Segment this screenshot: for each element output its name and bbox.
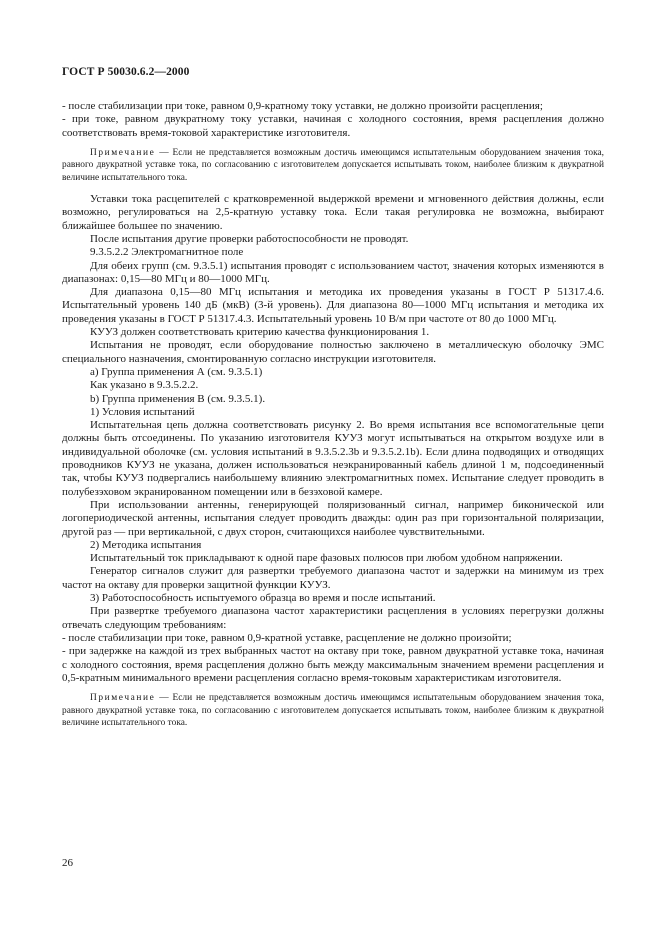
text-paragraph: - при токе, равном двукратному току уставки, начиная с холодного состояния, время расцепления должно соответствовать время-токовой характеристике изготовителя. xyxy=(62,113,604,139)
text-paragraph: Генератор сигналов служит для развертки требуемого диапазона частот и задержки на минимум из трех частот на октаву для проверки защитной функции КУУЗ. xyxy=(62,565,604,591)
note-paragraph xyxy=(62,147,604,184)
text-paragraph: 9.3.5.2.2 Электромагнитное поле xyxy=(90,246,244,259)
text-paragraph: 2) Методика испытания xyxy=(90,538,202,551)
text-paragraph: - при задержке на каждой из трех выбранных частот на октаву при токе, равном двукратной уставке тока, начиная с холодного состояния, время расцепления должно быть между максимальным значением времени расцепления и 0,5-кратным минимального времени расцепления согласно время-токовым характеристикам изготовителя. xyxy=(62,645,604,684)
text-paragraph: b) Группа применения В (см. 9.3.5.1). xyxy=(90,392,266,405)
note-text: — Если не представляется возможным достичь имеющимся испытательным оборудованием значения тока, равного двукратной уставке тока, по согласованию с изготовителем допускается испытывать током, наиболее близким к двукратной величине испытательного тока. xyxy=(62,693,604,728)
text-paragraph: 3) Работоспособность испытуемого образца во время и после испытаний. xyxy=(90,592,436,605)
text-paragraph: Для обеих групп (см. 9.3.5.1) испытания проводят с использованием частот, значения которых изменяются в диапазонах: 0,15—80 МГц и 80—1000 МГц. xyxy=(62,259,604,285)
text-paragraph: Уставки тока расцепителей с кратковременной выдержкой времени и мгновенного действия должны, если возможно, регулироваться на 2,5-кратную уставку тока. Если такая регулировка не возможна, выбирают ближайшее большее по значению. xyxy=(62,193,604,232)
document-header: ГОСТ Р 50030.6.2—2000 xyxy=(62,66,190,78)
text-paragraph: а) Группа применения А (см. 9.3.5.1) xyxy=(90,365,263,378)
text-paragraph: - после стабилизации при токе, равном 0,9-кратной уставке, расцепление не должно произойти; xyxy=(62,631,512,644)
text-paragraph: Испытательный ток прикладывают к одной паре фазовых полюсов при любом удобном напряжении. xyxy=(90,552,563,565)
text-paragraph: Испытательная цепь должна соответствовать рисунку 2. Во время испытания все вспомогательные цепи должны быть отсоединены. По указанию изготовителя КУУЗ могут испытываться на открытом воздухе или в индивидуальной оболочке (см. условия испытаний в 9.3.5.2.3b и 9.3.5.2.1b). Если длина подводящих и отводящих проводников КУУЗ не указана, должен использоваться неэкранированный кабель длиной 1 м, подсоединенный так, чтобы КУУЗ подвергались наибольшему влиянию электромагнитных помех. Испытание следует проводить в полубезэховом экранированном помещении или в безэховой камере. xyxy=(62,419,604,498)
page-body xyxy=(62,100,604,729)
text-paragraph: При использовании антенны, генерирующей поляризованный сигнал, например биконической или логопериодической антенны, испытания следует проводить дважды: один раз при горизонтальной поляризации, другой раз — при вертикальной, с двух сторон, считающихся наиболее чувствительными. xyxy=(62,498,604,538)
text-paragraph: При развертке требуемого диапазона частот характеристики расцепления в условиях перегрузки должны отвечать следующим требованиям: xyxy=(62,605,604,631)
text-paragraph: Испытания не проводят, если оборудование полностью заключено в металлическую оболочку ЭМС специального назначения, смонтированную согласно инструкции изготовителя. xyxy=(62,339,604,365)
note-paragraph xyxy=(62,692,604,729)
text-paragraph: 1) Условия испытаний xyxy=(90,405,195,418)
text-paragraph: Для диапазона 0,15—80 МГц испытания и методика их проведения указаны в ГОСТ Р 51317.4.6. Испытательный уровень 140 дБ (мкВ) (3-й уровень). Для диапазона 80—1000 МГц испытания и методика их проведения указаны в ГОСТ Р 51317.4.3. Испытательный уровень 10 В/м при частоте от 80 до 1000 МГц. xyxy=(62,286,604,325)
page-number: 26 xyxy=(62,857,73,869)
text-paragraph: - после стабилизации при токе, равном 0,9-кратному току уставки, не должно произойти расцепления; xyxy=(62,100,543,112)
note-label: Примечание xyxy=(90,147,156,158)
text-paragraph: После испытания другие проверки работоспособности не проводят. xyxy=(90,233,409,245)
note-text: — Если не представляется возможным достичь имеющимся испытательным оборудованием значения тока, равного двукратной уставке тока, по согласованию с изготовителем допускается испытывать током, наиболее близким к двукратной величине испытательного тока. xyxy=(62,147,604,183)
text-paragraph: Как указано в 9.3.5.2.2. xyxy=(90,379,199,392)
note-label: Примечание xyxy=(90,693,156,704)
text-paragraph: КУУЗ должен соответствовать критерию качества функционирования 1. xyxy=(90,326,430,339)
